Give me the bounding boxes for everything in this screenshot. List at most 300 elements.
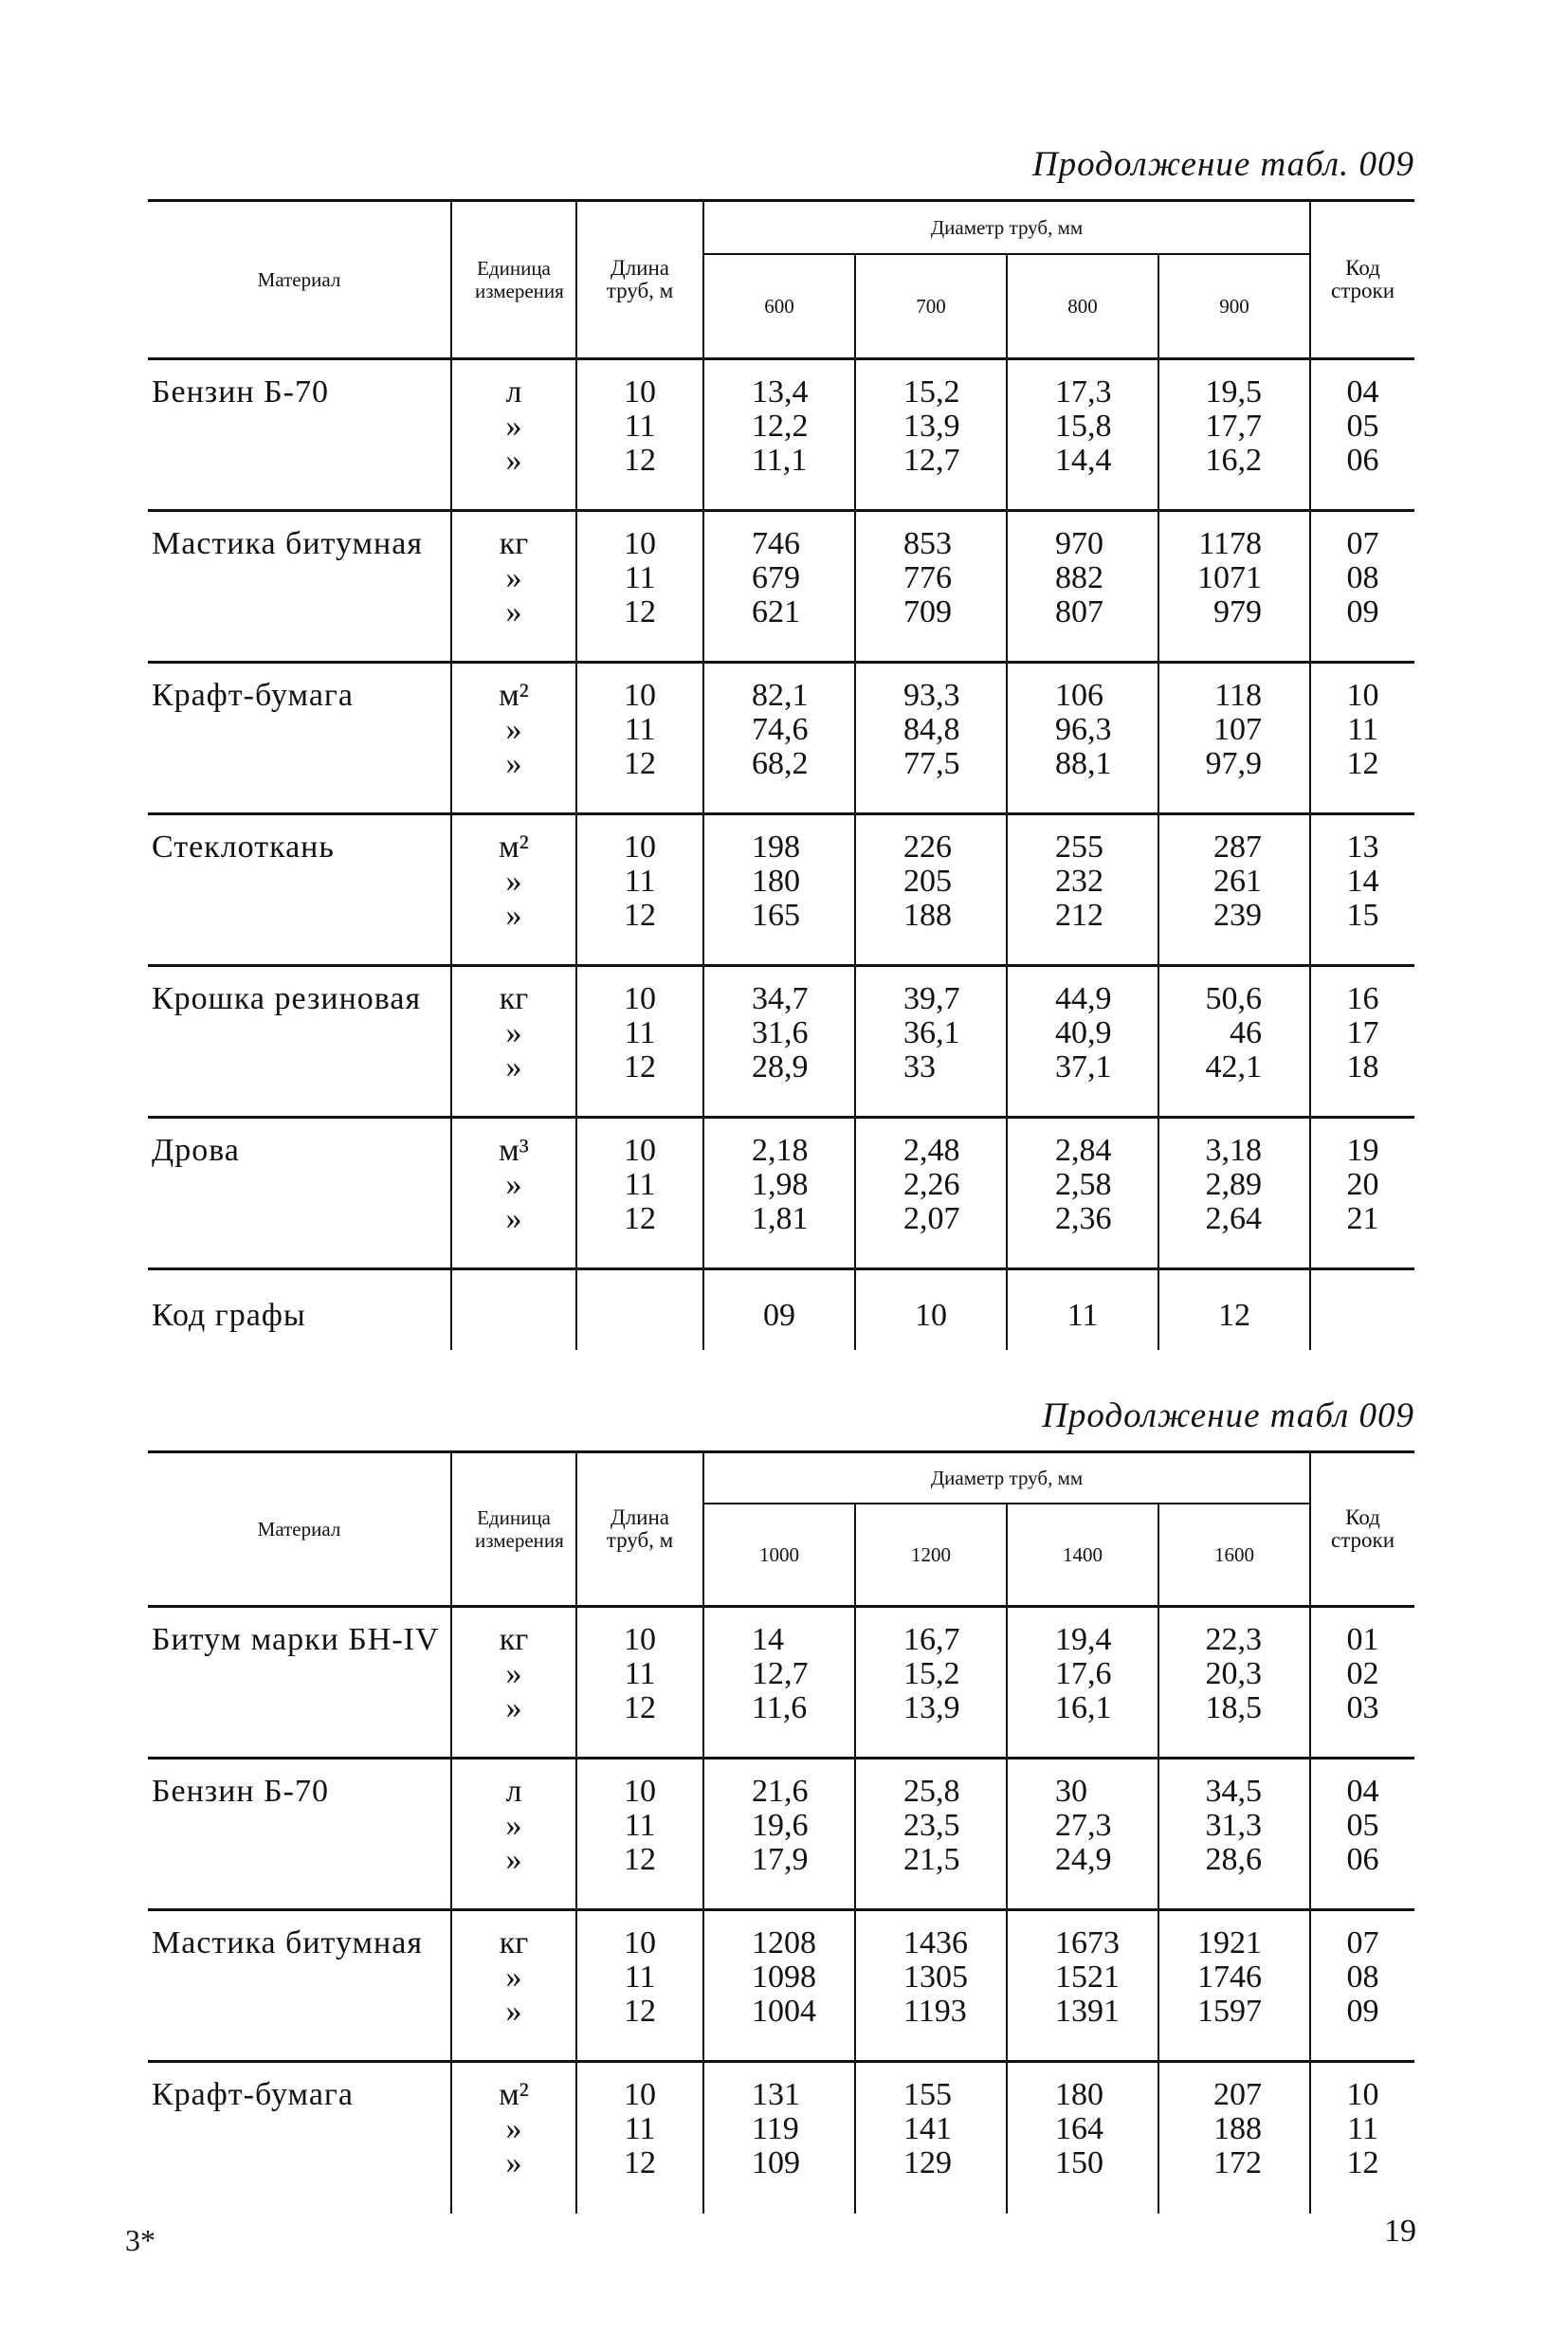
cell-value: 1071 xyxy=(1197,560,1263,595)
cell-value: 2,89 xyxy=(1205,1167,1263,1202)
material-name: Мастика битумная xyxy=(148,1910,451,2062)
cell-value: 1521 xyxy=(1055,1960,1120,1995)
table2-caption: Продолжение табл 009 xyxy=(1042,1396,1414,1435)
diameter-1-cell xyxy=(703,511,855,663)
header-diameter: Диаметр труб, мм xyxy=(703,1452,1310,1504)
row-code-cell xyxy=(1310,1759,1414,1910)
cell-value: 15,8 xyxy=(1055,409,1112,444)
diameter-2-cell xyxy=(855,814,1007,966)
cell-value: 1746 xyxy=(1197,1960,1263,1995)
cell-value: 118 xyxy=(1214,678,1263,713)
header-length: Длина труб, м xyxy=(576,1452,703,1607)
cell-value: 979 xyxy=(1213,594,1263,629)
cell-value: 15 xyxy=(1346,898,1379,933)
cell-value: 1098 xyxy=(752,1960,816,1995)
cell-value: 16,1 xyxy=(1055,1690,1112,1725)
cell-value: 3,18 xyxy=(1205,1133,1263,1168)
table-row xyxy=(148,511,1414,663)
cell-value: 10 xyxy=(624,1774,656,1809)
table-row xyxy=(148,814,1414,966)
cell-value: 10 xyxy=(1346,678,1379,713)
cell-value: 226 xyxy=(903,830,952,865)
cell-value: 23,5 xyxy=(903,1808,960,1843)
diameter-4-cell xyxy=(1158,1607,1310,1759)
cell-value: 37,1 xyxy=(1055,1049,1112,1085)
diameter-2-cell xyxy=(855,2062,1007,2214)
cell-value: 39,7 xyxy=(903,981,960,1016)
cell-value: 04 xyxy=(1346,374,1379,410)
diameter-3-cell xyxy=(1007,966,1158,1118)
cell-value: 12 xyxy=(624,443,656,478)
column-code: 12 xyxy=(1158,1269,1310,1350)
length-cell xyxy=(576,359,703,511)
diameter-4-cell xyxy=(1158,511,1310,663)
cell-value: 17,7 xyxy=(1205,409,1263,444)
cell-value: 970 xyxy=(1055,526,1103,561)
diameter-1-cell xyxy=(703,1759,855,1910)
cell-value: 11 xyxy=(624,864,656,899)
cell-value: 746 xyxy=(752,526,800,561)
cell-value: 255 xyxy=(1055,830,1103,865)
diameter-1-cell xyxy=(703,1607,855,1759)
cell-value: 07 xyxy=(1346,1925,1379,1960)
diameter-3-cell xyxy=(1007,359,1158,511)
cell-value: 18 xyxy=(1346,1049,1379,1085)
empty-cell xyxy=(451,1269,576,1350)
material-name: Битум марки БН-IV xyxy=(148,1607,451,1759)
cell-value: 1597 xyxy=(1197,1994,1263,2029)
cell-value: 853 xyxy=(903,526,952,561)
cell-value: » xyxy=(505,1201,522,1236)
cell-value: 20,3 xyxy=(1205,1656,1263,1691)
column-code: 09 xyxy=(703,1269,855,1350)
material-name: Дрова xyxy=(148,1118,451,1269)
cell-value: 2,58 xyxy=(1055,1167,1112,1202)
page-number: 19 xyxy=(1384,2214,1416,2249)
material-name: Бензин Б-70 xyxy=(148,1759,451,1910)
cell-value: 97,9 xyxy=(1205,746,1263,781)
header-material: Материал xyxy=(148,1452,451,1607)
cell-value: » xyxy=(505,746,522,781)
cell-value: 11,6 xyxy=(752,1690,808,1725)
cell-value: 188 xyxy=(1213,2111,1263,2146)
cell-value: 36,1 xyxy=(903,1015,960,1050)
material-name: Бензин Б-70 xyxy=(148,359,451,511)
cell-value: 11 xyxy=(624,1808,656,1843)
cell-value: 11 xyxy=(1347,712,1378,747)
cell-value: 165 xyxy=(752,898,800,933)
cell-value: 40,9 xyxy=(1055,1015,1112,1050)
cell-value: 287 xyxy=(1213,830,1263,865)
column-code-row xyxy=(148,1269,1414,1350)
empty-cell xyxy=(1310,1269,1414,1350)
cell-value: 68,2 xyxy=(752,746,809,781)
diameter-3-cell xyxy=(1007,814,1158,966)
cell-value: 13,9 xyxy=(903,1690,960,1725)
cell-value: 28,6 xyxy=(1205,1842,1263,1877)
cell-value: 31,3 xyxy=(1205,1808,1263,1843)
cell-value: 19,6 xyxy=(752,1808,809,1843)
cell-value: 21,5 xyxy=(903,1842,960,1877)
row-code-cell xyxy=(1310,359,1414,511)
cell-value: 10 xyxy=(624,1622,656,1657)
cell-value: » xyxy=(505,1842,522,1877)
cell-value: 150 xyxy=(1055,2145,1103,2180)
cell-value: 10 xyxy=(624,374,656,410)
cell-value: 261 xyxy=(1213,864,1263,899)
length-cell xyxy=(576,966,703,1118)
cell-value: м² xyxy=(499,830,529,865)
cell-value: 180 xyxy=(752,864,800,899)
header-code: Код строки xyxy=(1310,201,1414,359)
cell-value: 17 xyxy=(1346,1015,1379,1050)
cell-value: 09 xyxy=(1346,1994,1379,2029)
empty-cell xyxy=(576,1269,703,1350)
cell-value: 14 xyxy=(752,1622,784,1657)
cell-value: 08 xyxy=(1346,560,1379,595)
cell-value: 12 xyxy=(624,1994,656,2029)
cell-value: кг xyxy=(499,1622,529,1657)
diameter-3-cell xyxy=(1007,2062,1158,2214)
cell-value: 08 xyxy=(1346,1960,1379,1995)
header-diameter: Диаметр труб, мм xyxy=(703,201,1310,255)
cell-value: 82,1 xyxy=(752,678,809,713)
diameter-2-cell xyxy=(855,1759,1007,1910)
cell-value: 10 xyxy=(1346,2077,1379,2112)
cell-value: » xyxy=(505,1808,522,1843)
cell-value: 28,9 xyxy=(752,1049,809,1085)
cell-value: » xyxy=(505,898,522,933)
cell-value: 20 xyxy=(1346,1167,1379,1202)
cell-value: 16,2 xyxy=(1205,443,1263,478)
cell-value: 2,84 xyxy=(1055,1133,1112,1168)
cell-value: 10 xyxy=(624,678,656,713)
cell-value: 109 xyxy=(752,2145,800,2180)
cell-value: 776 xyxy=(903,560,952,595)
cell-value: 19,4 xyxy=(1055,1622,1112,1657)
cell-value: 46 xyxy=(1230,1015,1263,1050)
cell-value: 131 xyxy=(752,2077,800,2112)
column-code: 10 xyxy=(855,1269,1007,1350)
cell-value: 1208 xyxy=(752,1925,816,1960)
header-diameter-4: 900 xyxy=(1158,254,1310,359)
length-cell xyxy=(576,2062,703,2214)
row-code-cell xyxy=(1310,966,1414,1118)
cell-value: » xyxy=(505,1690,522,1725)
cell-value: 12 xyxy=(624,1842,656,1877)
cell-value: 17,6 xyxy=(1055,1656,1112,1691)
cell-value: 2,64 xyxy=(1205,1201,1263,1236)
cell-value: 42,1 xyxy=(1205,1049,1263,1085)
cell-value: 11,1 xyxy=(752,443,808,478)
row-code-cell xyxy=(1310,1910,1414,2062)
unit-cell xyxy=(451,1118,576,1269)
length-cell xyxy=(576,1607,703,1759)
cell-value: 12 xyxy=(624,898,656,933)
cell-value: 93,3 xyxy=(903,678,960,713)
cell-value: 21,6 xyxy=(752,1774,809,1809)
diameter-2-cell xyxy=(855,1607,1007,1759)
cell-value: 12,7 xyxy=(903,443,960,478)
table2 xyxy=(148,1450,1414,2214)
diameter-1-cell xyxy=(703,359,855,511)
cell-value: 2,36 xyxy=(1055,1201,1112,1236)
table-row xyxy=(148,663,1414,814)
unit-cell xyxy=(451,1910,576,2062)
cell-value: 2,48 xyxy=(903,1133,960,1168)
cell-value: 180 xyxy=(1055,2077,1103,2112)
header-diameter-2: 700 xyxy=(855,254,1007,359)
diameter-3-cell xyxy=(1007,1607,1158,1759)
cell-value: 882 xyxy=(1055,560,1103,595)
header-diameter-3: 1400 xyxy=(1007,1504,1158,1607)
diameter-2-cell xyxy=(855,966,1007,1118)
unit-cell xyxy=(451,663,576,814)
cell-value: кг xyxy=(499,526,529,561)
cell-value: 10 xyxy=(624,1925,656,1960)
cell-value: 11 xyxy=(624,1167,656,1202)
table-row xyxy=(148,2062,1414,2214)
cell-value: 19,5 xyxy=(1205,374,1263,410)
cell-value: » xyxy=(505,1960,522,1995)
cell-value: » xyxy=(505,2145,522,2180)
diameter-4-cell xyxy=(1158,359,1310,511)
cell-value: 17,3 xyxy=(1055,374,1112,410)
cell-value: 107 xyxy=(1213,712,1263,747)
cell-value: 10 xyxy=(624,2077,656,2112)
cell-value: » xyxy=(505,1049,522,1085)
header-unit: Единица измерения xyxy=(451,1452,576,1607)
cell-value: 06 xyxy=(1346,1842,1379,1877)
cell-value: 04 xyxy=(1346,1774,1379,1809)
cell-value: 15,2 xyxy=(903,1656,960,1691)
diameter-1-cell xyxy=(703,814,855,966)
diameter-3-cell xyxy=(1007,511,1158,663)
diameter-1-cell xyxy=(703,2062,855,2214)
cell-value: 2,07 xyxy=(903,1201,960,1236)
cell-value: 77,5 xyxy=(903,746,960,781)
material-name: Мастика битумная xyxy=(148,511,451,663)
cell-value: 09 xyxy=(1346,594,1379,629)
cell-value: 13,9 xyxy=(903,409,960,444)
cell-value: 19 xyxy=(1346,1133,1379,1168)
cell-value: 11 xyxy=(624,1960,656,1995)
unit-cell xyxy=(451,1759,576,1910)
cell-value: 10 xyxy=(624,526,656,561)
cell-value: 02 xyxy=(1346,1656,1379,1691)
length-cell xyxy=(576,663,703,814)
material-name: Крафт-бумага xyxy=(148,663,451,814)
header-material: Материал xyxy=(148,201,451,359)
diameter-1-cell xyxy=(703,663,855,814)
header-diameter-4: 1600 xyxy=(1158,1504,1310,1607)
cell-value: 12 xyxy=(1346,746,1379,781)
diameter-3-cell xyxy=(1007,1759,1158,1910)
cell-value: 13 xyxy=(1346,830,1379,865)
cell-value: 1178 xyxy=(1198,526,1263,561)
length-cell xyxy=(576,1118,703,1269)
diameter-1-cell xyxy=(703,966,855,1118)
cell-value: 205 xyxy=(903,864,952,899)
cell-value: » xyxy=(505,1167,522,1202)
table-row xyxy=(148,1118,1414,1269)
cell-value: » xyxy=(505,2111,522,2146)
cell-value: 15,2 xyxy=(903,374,960,410)
cell-value: 34,7 xyxy=(752,981,809,1016)
material-name: Крошка резиновая xyxy=(148,966,451,1118)
cell-value: 155 xyxy=(903,2077,952,2112)
table-row xyxy=(148,1910,1414,2062)
length-cell xyxy=(576,1759,703,1910)
cell-value: 12,2 xyxy=(752,409,809,444)
cell-value: 164 xyxy=(1055,2111,1103,2146)
cell-value: 119 xyxy=(752,2111,799,2146)
cell-value: 84,8 xyxy=(903,712,960,747)
row-code-cell xyxy=(1310,2062,1414,2214)
header-diameter-1: 600 xyxy=(703,254,855,359)
cell-value: 188 xyxy=(903,898,952,933)
diameter-4-cell xyxy=(1158,1759,1310,1910)
cell-value: 22,3 xyxy=(1205,1622,1263,1657)
diameter-4-cell xyxy=(1158,2062,1310,2214)
cell-value: 11 xyxy=(624,560,656,595)
unit-cell xyxy=(451,1607,576,1759)
cell-value: 198 xyxy=(752,830,800,865)
cell-value: 1,98 xyxy=(752,1167,809,1202)
unit-cell xyxy=(451,359,576,511)
cell-value: м³ xyxy=(499,1133,529,1168)
cell-value: » xyxy=(505,1994,522,2029)
cell-value: 11 xyxy=(624,712,656,747)
table1-caption: Продолжение табл. 009 xyxy=(1031,145,1414,184)
cell-value: 106 xyxy=(1055,678,1103,713)
cell-value: 239 xyxy=(1213,898,1263,933)
cell-value: » xyxy=(505,594,522,629)
table-row xyxy=(148,359,1414,511)
cell-value: 212 xyxy=(1055,898,1103,933)
cell-value: кг xyxy=(499,981,529,1016)
header-diameter-2: 1200 xyxy=(855,1504,1007,1607)
cell-value: 11 xyxy=(624,1015,656,1050)
cell-value: 141 xyxy=(903,2111,952,2146)
cell-value: 12 xyxy=(624,594,656,629)
cell-value: 12 xyxy=(624,2145,656,2180)
cell-value: л xyxy=(505,1774,522,1809)
cell-value: 50,6 xyxy=(1205,981,1263,1016)
cell-value: 18,5 xyxy=(1205,1690,1263,1725)
cell-value: 05 xyxy=(1346,1808,1379,1843)
footer-signature-mark: 3* xyxy=(125,2223,155,2257)
cell-value: 2,18 xyxy=(752,1133,809,1168)
cell-value: 207 xyxy=(1213,2077,1263,2112)
unit-cell xyxy=(451,814,576,966)
cell-value: 30 xyxy=(1055,1774,1087,1809)
row-code-cell xyxy=(1310,1118,1414,1269)
diameter-4-cell xyxy=(1158,814,1310,966)
header-unit: Единица измерения xyxy=(451,201,576,359)
header-code: Код строки xyxy=(1310,1452,1414,1607)
cell-value: 96,3 xyxy=(1055,712,1112,747)
length-cell xyxy=(576,814,703,966)
cell-value: 74,6 xyxy=(752,712,809,747)
diameter-3-cell xyxy=(1007,1118,1158,1269)
unit-cell xyxy=(451,2062,576,2214)
cell-value: 16 xyxy=(1346,981,1379,1016)
diameter-4-cell xyxy=(1158,1118,1310,1269)
cell-value: 27,3 xyxy=(1055,1808,1112,1843)
diameter-3-cell xyxy=(1007,1910,1158,2062)
row-code-cell xyxy=(1310,663,1414,814)
cell-value: 232 xyxy=(1055,864,1103,899)
cell-value: 1004 xyxy=(752,1994,816,2029)
cell-value: л xyxy=(505,374,522,410)
length-cell xyxy=(576,1910,703,2062)
cell-value: 1436 xyxy=(903,1925,968,1960)
column-code: 11 xyxy=(1007,1269,1158,1350)
cell-value: 31,6 xyxy=(752,1015,809,1050)
cell-value: 1921 xyxy=(1197,1925,1263,1960)
cell-value: 24,9 xyxy=(1055,1842,1112,1877)
length-cell xyxy=(576,511,703,663)
cell-value: 12 xyxy=(624,1690,656,1725)
cell-value: 10 xyxy=(624,830,656,865)
cell-value: 807 xyxy=(1055,594,1103,629)
cell-value: 1305 xyxy=(903,1960,968,1995)
cell-value: м² xyxy=(499,2077,529,2112)
cell-value: 05 xyxy=(1346,409,1379,444)
material-name: Крафт-бумага xyxy=(152,2077,354,2112)
header-length: Длина труб, м xyxy=(576,201,703,359)
cell-value: » xyxy=(505,864,522,899)
table1 xyxy=(148,199,1414,1350)
cell-value: » xyxy=(505,409,522,444)
cell-value: 11 xyxy=(624,409,656,444)
row-code-cell xyxy=(1310,814,1414,966)
cell-value: 12 xyxy=(1346,2145,1379,2180)
unit-cell xyxy=(451,511,576,663)
cell-value: м² xyxy=(499,678,529,713)
cell-value: 1673 xyxy=(1055,1925,1120,1960)
column-code-label: Код графы xyxy=(152,1298,306,1333)
diameter-4-cell xyxy=(1158,663,1310,814)
cell-value: 34,5 xyxy=(1205,1774,1263,1809)
cell-value: 2,26 xyxy=(903,1167,960,1202)
cell-value: 1,81 xyxy=(752,1201,809,1236)
header-diameter-3: 800 xyxy=(1007,254,1158,359)
cell-value: 129 xyxy=(903,2145,952,2180)
cell-value: 11 xyxy=(1347,2111,1378,2146)
diameter-2-cell xyxy=(855,663,1007,814)
diameter-1-cell xyxy=(703,1910,855,2062)
cell-value: 21 xyxy=(1346,1201,1379,1236)
cell-value: 44,9 xyxy=(1055,981,1112,1016)
cell-value: 12,7 xyxy=(752,1656,809,1691)
cell-value: 12 xyxy=(624,1049,656,1085)
cell-value: 10 xyxy=(624,981,656,1016)
cell-value: 17,9 xyxy=(752,1842,809,1877)
cell-value: 33 xyxy=(903,1049,936,1085)
diameter-2-cell xyxy=(855,1118,1007,1269)
diameter-2-cell xyxy=(855,1910,1007,2062)
cell-value: 88,1 xyxy=(1055,746,1112,781)
cell-value: » xyxy=(505,560,522,595)
cell-value: 07 xyxy=(1346,526,1379,561)
table-row xyxy=(148,1607,1414,1759)
unit-cell xyxy=(451,966,576,1118)
cell-value: 679 xyxy=(752,560,800,595)
cell-value: » xyxy=(505,712,522,747)
cell-value: 16,7 xyxy=(903,1622,960,1657)
